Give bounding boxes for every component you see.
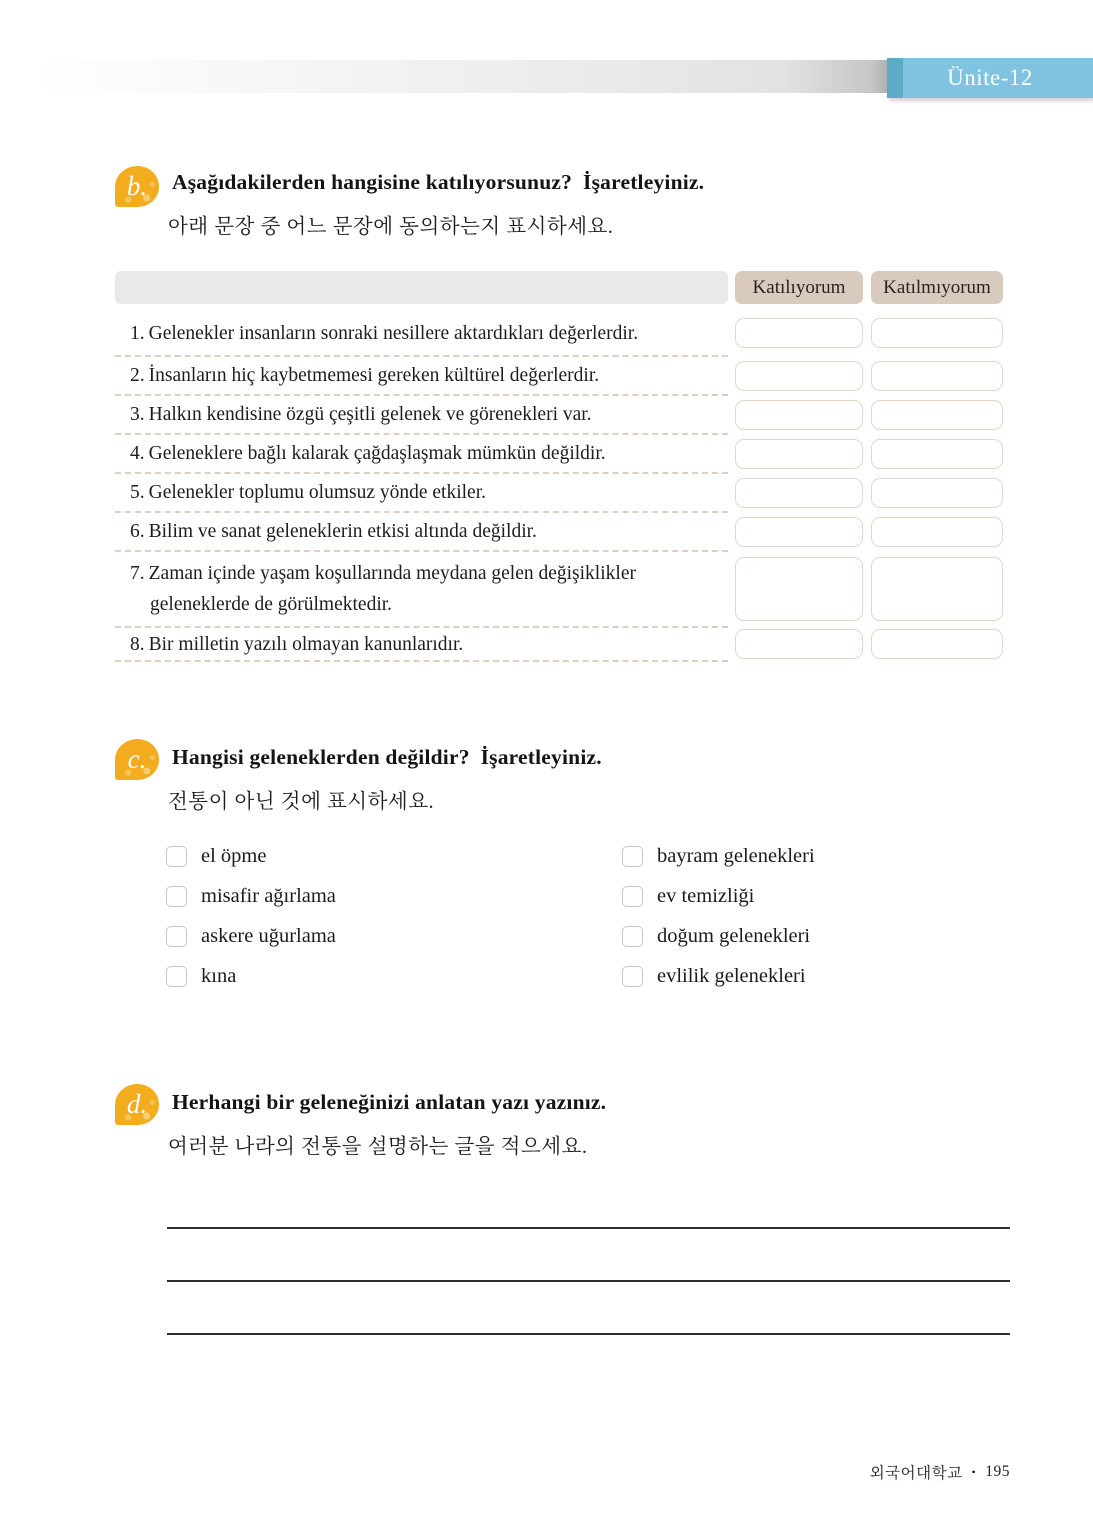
table-row: [115, 434, 1003, 473]
option-item: [622, 885, 815, 907]
row-statement: Zaman içinde yaşam koşullarında meydana gelen değişiklikler geleneklerde de görülmektedir.: [148, 563, 636, 615]
option-item: [166, 885, 336, 907]
option-label: ev temizliği: [657, 884, 755, 907]
agree-checkbox-cell[interactable]: [735, 557, 863, 621]
footer-page-number: 195: [985, 1463, 1010, 1480]
section-b-badge: [115, 166, 159, 207]
option-item: [166, 925, 336, 947]
row-number: 2.: [130, 365, 145, 386]
section-c-subtitle-korean: 전통이 아닌 것에 표시하세요.: [168, 791, 435, 813]
section-b-subtitle-korean: 아래 문장 중 어느 문장에 동의하는지 표시하세요.: [168, 216, 614, 238]
row-statement: Geleneklere bağlı kalarak çağdaşlaşmak mümkün değildir.: [148, 443, 606, 464]
option-checkbox[interactable]: [622, 846, 643, 867]
table-row: [115, 473, 1003, 512]
section-c-badge-letter: c.: [127, 744, 147, 774]
option-label: askere uğurlama: [201, 924, 336, 947]
disagree-checkbox-cell[interactable]: [871, 318, 1003, 348]
column-header-disagree: Katılmıyorum: [871, 271, 1003, 304]
disagree-checkbox-cell[interactable]: [871, 557, 1003, 621]
option-checkbox[interactable]: [166, 846, 187, 867]
agree-checkbox-cell[interactable]: [735, 318, 863, 348]
option-checkbox[interactable]: [622, 886, 643, 907]
disagree-checkbox-cell[interactable]: [871, 400, 1003, 430]
options-column-right: [622, 845, 815, 1005]
option-label: kına: [201, 964, 237, 987]
page-footer: [870, 1461, 1010, 1483]
row-statement: Gelenekler insanların sonraki nesillere aktardıkları değerlerdir.: [148, 322, 639, 344]
row-statement: Halkın kendisine özgü çeşitli gelenek ve görenekleri var.: [148, 404, 592, 425]
option-checkbox[interactable]: [166, 886, 187, 907]
option-item: [166, 845, 336, 867]
footer-school-name: 외국어대학교: [869, 1465, 963, 1482]
writing-line[interactable]: [167, 1333, 1010, 1335]
row-number: 1.: [130, 322, 145, 344]
option-label: doğum gelenekleri: [657, 924, 811, 947]
section-d-subtitle-korean: 여러분 나라의 전통을 설명하는 글을 적으세요.: [168, 1136, 588, 1158]
table-row: [115, 356, 1003, 395]
row-number: 8.: [130, 633, 145, 655]
option-label: evlilik gelenekleri: [657, 964, 806, 987]
agreement-table-header: [115, 271, 1003, 304]
option-checkbox[interactable]: [622, 966, 643, 987]
writing-line[interactable]: [167, 1227, 1010, 1229]
option-item: [622, 845, 815, 867]
agree-checkbox-cell[interactable]: [735, 517, 863, 547]
table-row: [115, 627, 1003, 661]
agree-checkbox-cell[interactable]: [735, 400, 863, 430]
section-d-badge: [115, 1084, 159, 1125]
row-number: 5.: [130, 482, 145, 503]
unit-label: Ünite-12: [947, 65, 1033, 90]
option-item: [622, 925, 815, 947]
option-item: [166, 965, 336, 987]
row-statement: Gelenekler toplumu olumsuz yönde etkiler.: [148, 482, 486, 503]
disagree-checkbox-cell[interactable]: [871, 439, 1003, 469]
option-label: bayram gelenekleri: [657, 844, 815, 867]
option-checkbox[interactable]: [622, 926, 643, 947]
section-b-title: Aşağıdakilerden hangisine katılıyorsunuz? İşaretleyiniz.: [172, 170, 705, 194]
disagree-checkbox-cell[interactable]: [871, 361, 1003, 391]
row-statement: İnsanların hiç kaybetmemesi gereken kültürel değerlerdir.: [148, 365, 600, 386]
table-header-spacer: [115, 271, 728, 304]
option-checkbox[interactable]: [166, 966, 187, 987]
disagree-checkbox-cell[interactable]: [871, 629, 1003, 659]
row-number: 3.: [130, 404, 145, 425]
option-label: el öpme: [201, 844, 267, 867]
table-row: [115, 395, 1003, 434]
agree-checkbox-cell[interactable]: [735, 629, 863, 659]
header-gradient-bar: [35, 60, 887, 93]
column-header-agree: Katılıyorum: [735, 271, 863, 304]
row-number: 7.: [130, 563, 145, 584]
table-row: [115, 551, 1003, 627]
table-row: [115, 512, 1003, 551]
disagree-checkbox-cell[interactable]: [871, 517, 1003, 547]
footer-bullet: •: [971, 1464, 977, 1479]
row-number: 4.: [130, 443, 145, 464]
section-d-badge-letter: d.: [126, 1089, 148, 1119]
agree-checkbox-cell[interactable]: [735, 439, 863, 469]
agreement-table: [115, 271, 1003, 661]
row-number: 6.: [130, 521, 145, 542]
disagree-checkbox-cell[interactable]: [871, 478, 1003, 508]
option-item: [622, 965, 815, 987]
section-d-title: Herhangi bir geleneğinizi anlatan yazı yazınız.: [172, 1090, 607, 1114]
agree-checkbox-cell[interactable]: [735, 361, 863, 391]
section-c-title: Hangisi geleneklerden değildir? İşaretleyiniz.: [172, 745, 602, 769]
agree-checkbox-cell[interactable]: [735, 478, 863, 508]
row-statement: Bilim ve sanat geleneklerin etkisi altında değildir.: [148, 521, 537, 542]
option-label: misafir ağırlama: [201, 884, 336, 907]
table-row: [115, 310, 1003, 356]
writing-line[interactable]: [167, 1280, 1010, 1282]
option-checkbox[interactable]: [166, 926, 187, 947]
section-b-badge-letter: b.: [126, 171, 148, 201]
options-column-left: [166, 845, 336, 1005]
unit-tab: [887, 58, 1093, 98]
row-statement: Bir milletin yazılı olmayan kanunlarıdır.: [148, 633, 464, 655]
section-c-badge: [115, 739, 159, 780]
